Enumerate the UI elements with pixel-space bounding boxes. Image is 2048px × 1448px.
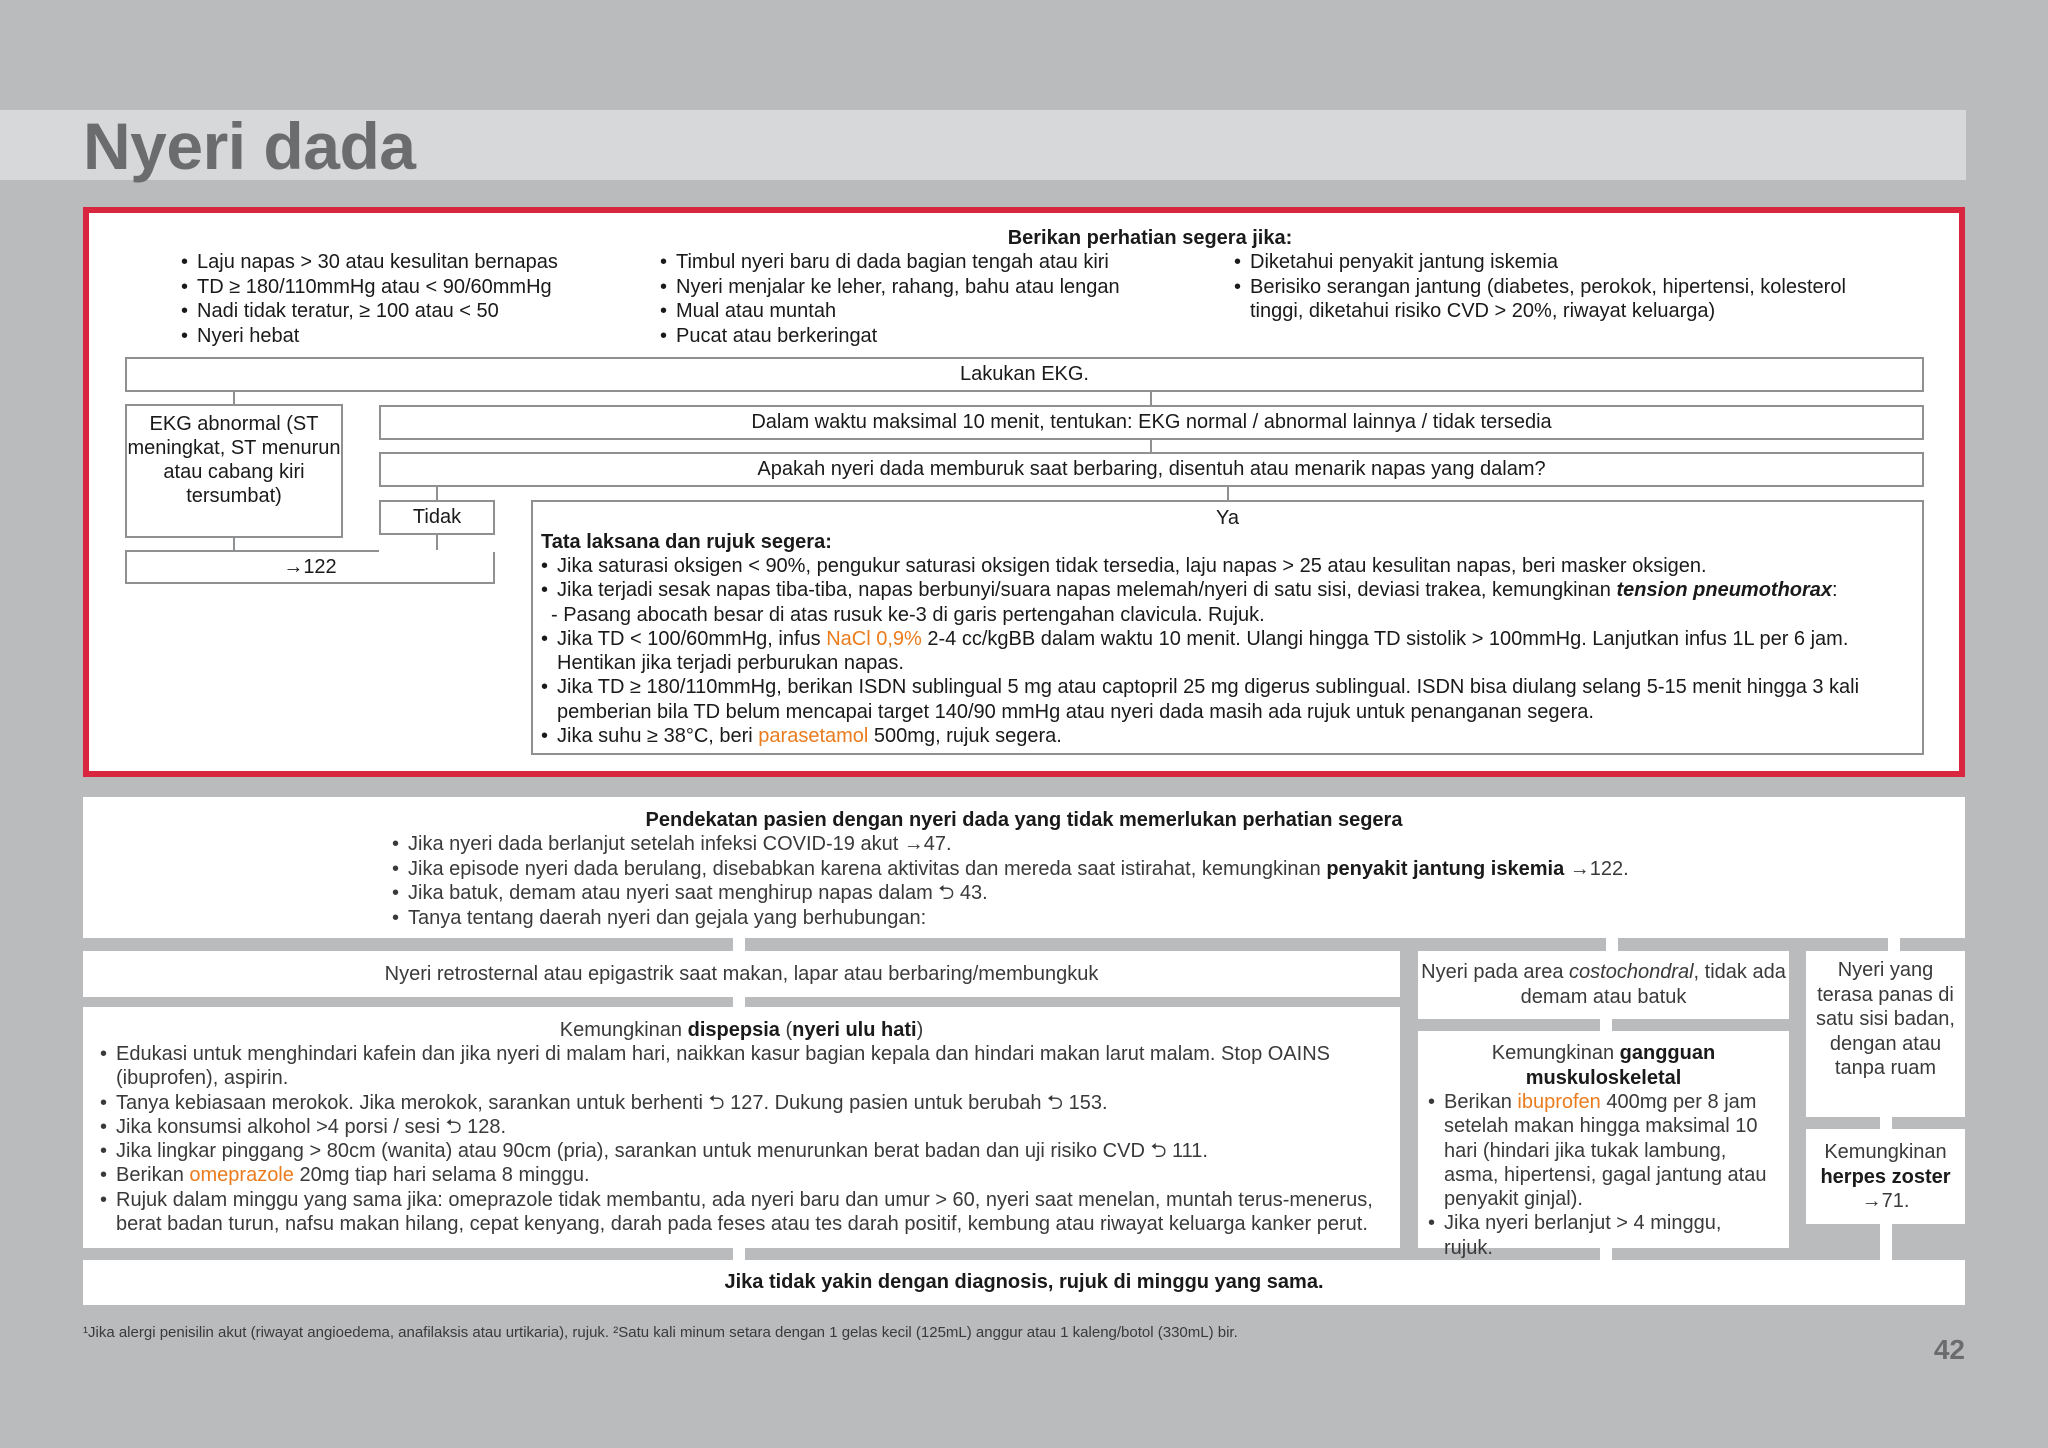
drug-nacl: NaCl 0,9% [826, 627, 922, 650]
connector [1150, 392, 1152, 405]
ekg-abnormal-box: EKG abnormal (ST meningkat, ST menurun atau cabang kiri tersumbat) [125, 404, 343, 538]
retro-title-text: ( [779, 1019, 793, 1041]
yes-item-text: Jika TD < 100/60mmHg, infus [557, 627, 827, 650]
retro-title [83, 1018, 1400, 1043]
ischemic-heart-disease: penyakit jantung iskemia [1326, 857, 1565, 880]
costo-item: • Jika nyeri berlanjut > 4 minggu, rujuk. [1428, 1211, 1768, 1260]
connector [233, 392, 235, 404]
yes-item-text: Jika terjadi sesak napas tiba-tiba, napas berbunyi/suara napas melemah/nyeri di satu sisi, deviasi trakea, kemungkinan [557, 579, 1617, 602]
urgent-col2 [660, 250, 1220, 348]
yes-item-text: Jika suhu ≥ 38°C, beri [557, 725, 759, 748]
urgent-col2-item: • Nyeri menjalar ke leher, rahang, bahu atau lengan [660, 275, 1220, 300]
herpes-zoster: herpes zoster [1820, 1165, 1951, 1188]
urgent-col3-item: • Diketahui penyakit jantung iskemia [1234, 250, 1854, 275]
costo-item-text: 400mg per 8 jam setelah makan hingga maksimal 10 hari (hindari jika tukak lambung, asma, hipertensi, gagal jantung atau penyakit ginjal). [1444, 1091, 1767, 1211]
costo-title [1418, 1041, 1789, 1090]
approach-item: • Jika batuk, demam atau nyeri saat menghirup napas dalam ⮌ 43. [392, 881, 1892, 906]
connector [733, 1248, 745, 1260]
ekg-within-box: Dalam waktu maksimal 10 menit, tentukan: EKG normal / abnormal lainnya / tidak tersedia [379, 405, 1924, 440]
urgent-col1-item: • Nyeri hebat [181, 324, 651, 349]
costo-item-text: Berikan [1444, 1091, 1518, 1113]
herpes-title [1806, 1140, 1965, 1214]
retro-item: • Jika lingkar pinggang > 80cm (wanita) atau 90cm (pria), sarankan untuk menurunkan berat badan dan uji risiko CVD ⮌ 111. [100, 1139, 1390, 1163]
retro-list [100, 1042, 1390, 1236]
urgent-col2-item: • Pucat atau berkeringat [660, 324, 1220, 349]
connector [1150, 440, 1152, 452]
urgent-col1 [181, 250, 651, 348]
retro-item: • Jika konsumsi alkohol >4 porsi / sesi ⮌ 128. [100, 1115, 1390, 1139]
tension-pneumothorax: tension pneumothorax [1616, 579, 1833, 602]
yes-box [531, 500, 1924, 755]
yes-label: Ya [1216, 507, 1239, 529]
retro-header: Nyeri retrosternal atau epigastrik saat makan, lapar atau berbaring/membungkuk [83, 951, 1400, 997]
urgent-col1-item: • TD ≥ 180/110mmHg atau < 90/60mmHg [181, 275, 651, 300]
connector [1880, 1117, 1892, 1129]
retro-title-text: ) [916, 1019, 924, 1041]
yes-item-text: : [1832, 579, 1838, 602]
approach-item-text: Jika episode nyeri dada berulang, disebabkan karena aktivitas dan mereda saat istirahat, kemungkinan [408, 857, 1327, 880]
approach-heading: Pendekatan pasien dengan nyeri dada yang tidak memerlukan perhatian segera [645, 809, 1403, 831]
costochondral: costochondral [1569, 961, 1694, 983]
herpes-title-text: Kemungkinan [1824, 1141, 1947, 1163]
retro-item [100, 1163, 1390, 1187]
urgent-col2-item: • Mual atau muntah [660, 299, 1220, 324]
herpes-ref: →71. [1861, 1190, 1910, 1212]
page-number: 42 [1933, 1334, 1965, 1365]
urgent-heading: Berikan perhatian segera jika: [1007, 227, 1293, 249]
retro-title-text: Kemungkinan [559, 1019, 688, 1041]
yes-item: • Jika saturasi oksigen < 90%, pengukur saturasi oksigen tidak tersedia, laju napas > 25 atau kesulitan napas, beri masker oksigen. [541, 554, 1914, 578]
connector [436, 487, 438, 500]
connector [733, 997, 745, 1007]
ekg-box: Lakukan EKG. [125, 357, 1924, 392]
footnote: ¹Jika alergi penisilin akut (riwayat angioedema, anafilaksis atau urtikaria), rujuk. ²Satu kali minum setara dengan 1 gelas kecil (125mL) anggur atau 1 kaleng/botol (330mL) bir. [83, 1324, 1238, 1341]
connector [233, 538, 235, 550]
connector [733, 938, 745, 951]
approach-item [392, 857, 1892, 882]
yes-list [541, 554, 1914, 748]
question-box: Apakah nyeri dada memburuk saat berbaring, disentuh atau menarik napas yang dalam? [379, 452, 1924, 487]
connector [1227, 487, 1229, 500]
costo-header-text: , tidak ada demam atau batuk [1520, 961, 1786, 1008]
musculoskeletal: gangguan muskuloskeletal [1525, 1042, 1716, 1089]
costo-header [1418, 951, 1789, 1019]
drug-omeprazole: omeprazole [189, 1164, 294, 1187]
yes-subitem [541, 603, 1914, 627]
dyspepsia: dispepsia [687, 1019, 780, 1041]
yes-item: • Jika TD ≥ 180/110mmHg, berikan ISDN sublingual 5 mg atau captopril 25 mg digerus sublingual. ISDN bisa diulang selang 5-15 menit hingga 3 kali pemberian bila TD belum mencapai target 140/90 mmHg atau nyeri dada masih ada rujuk untuk penanganan segera. [541, 675, 1914, 724]
heartburn: nyeri ulu hati [792, 1019, 917, 1041]
costo-list [1428, 1090, 1768, 1260]
retro-item-text: 20mg tiap hari selama 8 minggu. [293, 1164, 590, 1187]
connector [1600, 1248, 1612, 1260]
bottom-note: Jika tidak yakin dengan diagnosis, rujuk di minggu yang sama. [83, 1260, 1965, 1305]
yes-item-text: 500mg, rujuk segera. [868, 725, 1062, 748]
page-title: Nyeri dada [83, 109, 416, 183]
yes-item [541, 627, 1914, 676]
retro-item: • Edukasi untuk menghindari kafein dan jika nyeri di malam hari, naikkan kasur bagian kepala dan hindari makan larut malam. Stop OAINS (ibuprofen), aspirin. [100, 1042, 1390, 1091]
connector [1606, 938, 1618, 951]
retro-item: • Tanya kebiasaan merokok. Jika merokok, sarankan untuk berhenti ⮌ 127. Dukung pasien untuk berubah ⮌ 153. [100, 1091, 1390, 1115]
spacer [379, 550, 495, 552]
urgent-col3-item: • Berisiko serangan jantung (diabetes, perokok, hipertensi, kolesterol tinggi, diketahui risiko CVD > 20%, riwayat keluarga) [1234, 275, 1854, 324]
costo-title-text: Kemungkinan [1491, 1042, 1620, 1064]
retro-item-text: Berikan [116, 1164, 190, 1187]
herpes-header: Nyeri yang terasa panas di satu sisi badan, dengan atau tanpa ruam [1806, 951, 1965, 1117]
retro-item: • Rujuk dalam minggu yang sama jika: omeprazole tidak membantu, ada nyeri baru dan umur > 60, nyeri saat menelan, muntah terus-menerus, berat badan turun, nafsu makan hilang, cepat kenyang, darah pada feses atau tes darah positif, kembung atau riwayat keluarga kanker perut. [100, 1188, 1390, 1237]
connector [1600, 1019, 1612, 1031]
yes-item-text: 2-4 cc/kgBB dalam waktu 10 menit. Ulangi hingga TD sistolik > 100mmHg. Lanjutkan infus 1L per 6 jam. Hentikan jika terjadi perburukan napas. [557, 627, 1849, 675]
approach-list [392, 832, 1892, 930]
ref-122-box: →122 [125, 550, 495, 584]
yes-item [541, 724, 1914, 748]
urgent-col2-item: • Timbul nyeri baru di dada bagian tengah atau kiri [660, 250, 1220, 275]
yes-heading: Tata laksana dan rujuk segera: [541, 531, 832, 553]
no-box: Tidak [379, 500, 495, 535]
connector [436, 535, 438, 550]
connector [1880, 1224, 1892, 1260]
urgent-col1-item: • Laju napas > 30 atau kesulitan bernapas [181, 250, 651, 275]
urgent-col3 [1234, 250, 1854, 324]
approach-item: • Jika nyeri dada berlanjut setelah infeksi COVID-19 akut →47. [392, 832, 1892, 857]
urgent-col1-item: • Nadi tidak teratur, ≥ 100 atau < 50 [181, 299, 651, 324]
approach-item-text: →122. [1564, 857, 1629, 880]
drug-ibuprofen: ibuprofen [1517, 1091, 1601, 1113]
costo-item [1428, 1090, 1768, 1211]
approach-item: • Tanya tentang daerah nyeri dan gejala yang berhubungan: [392, 906, 1892, 931]
costo-header-text: Nyeri pada area [1421, 961, 1570, 983]
yes-item [541, 578, 1914, 602]
connector [1888, 938, 1900, 951]
drug-parasetamol: parasetamol [758, 725, 869, 748]
yes-subitem-text: - Pasang abocath besar di atas rusuk ke-3 di garis pertengahan clavicula. Rujuk. [551, 603, 1265, 626]
